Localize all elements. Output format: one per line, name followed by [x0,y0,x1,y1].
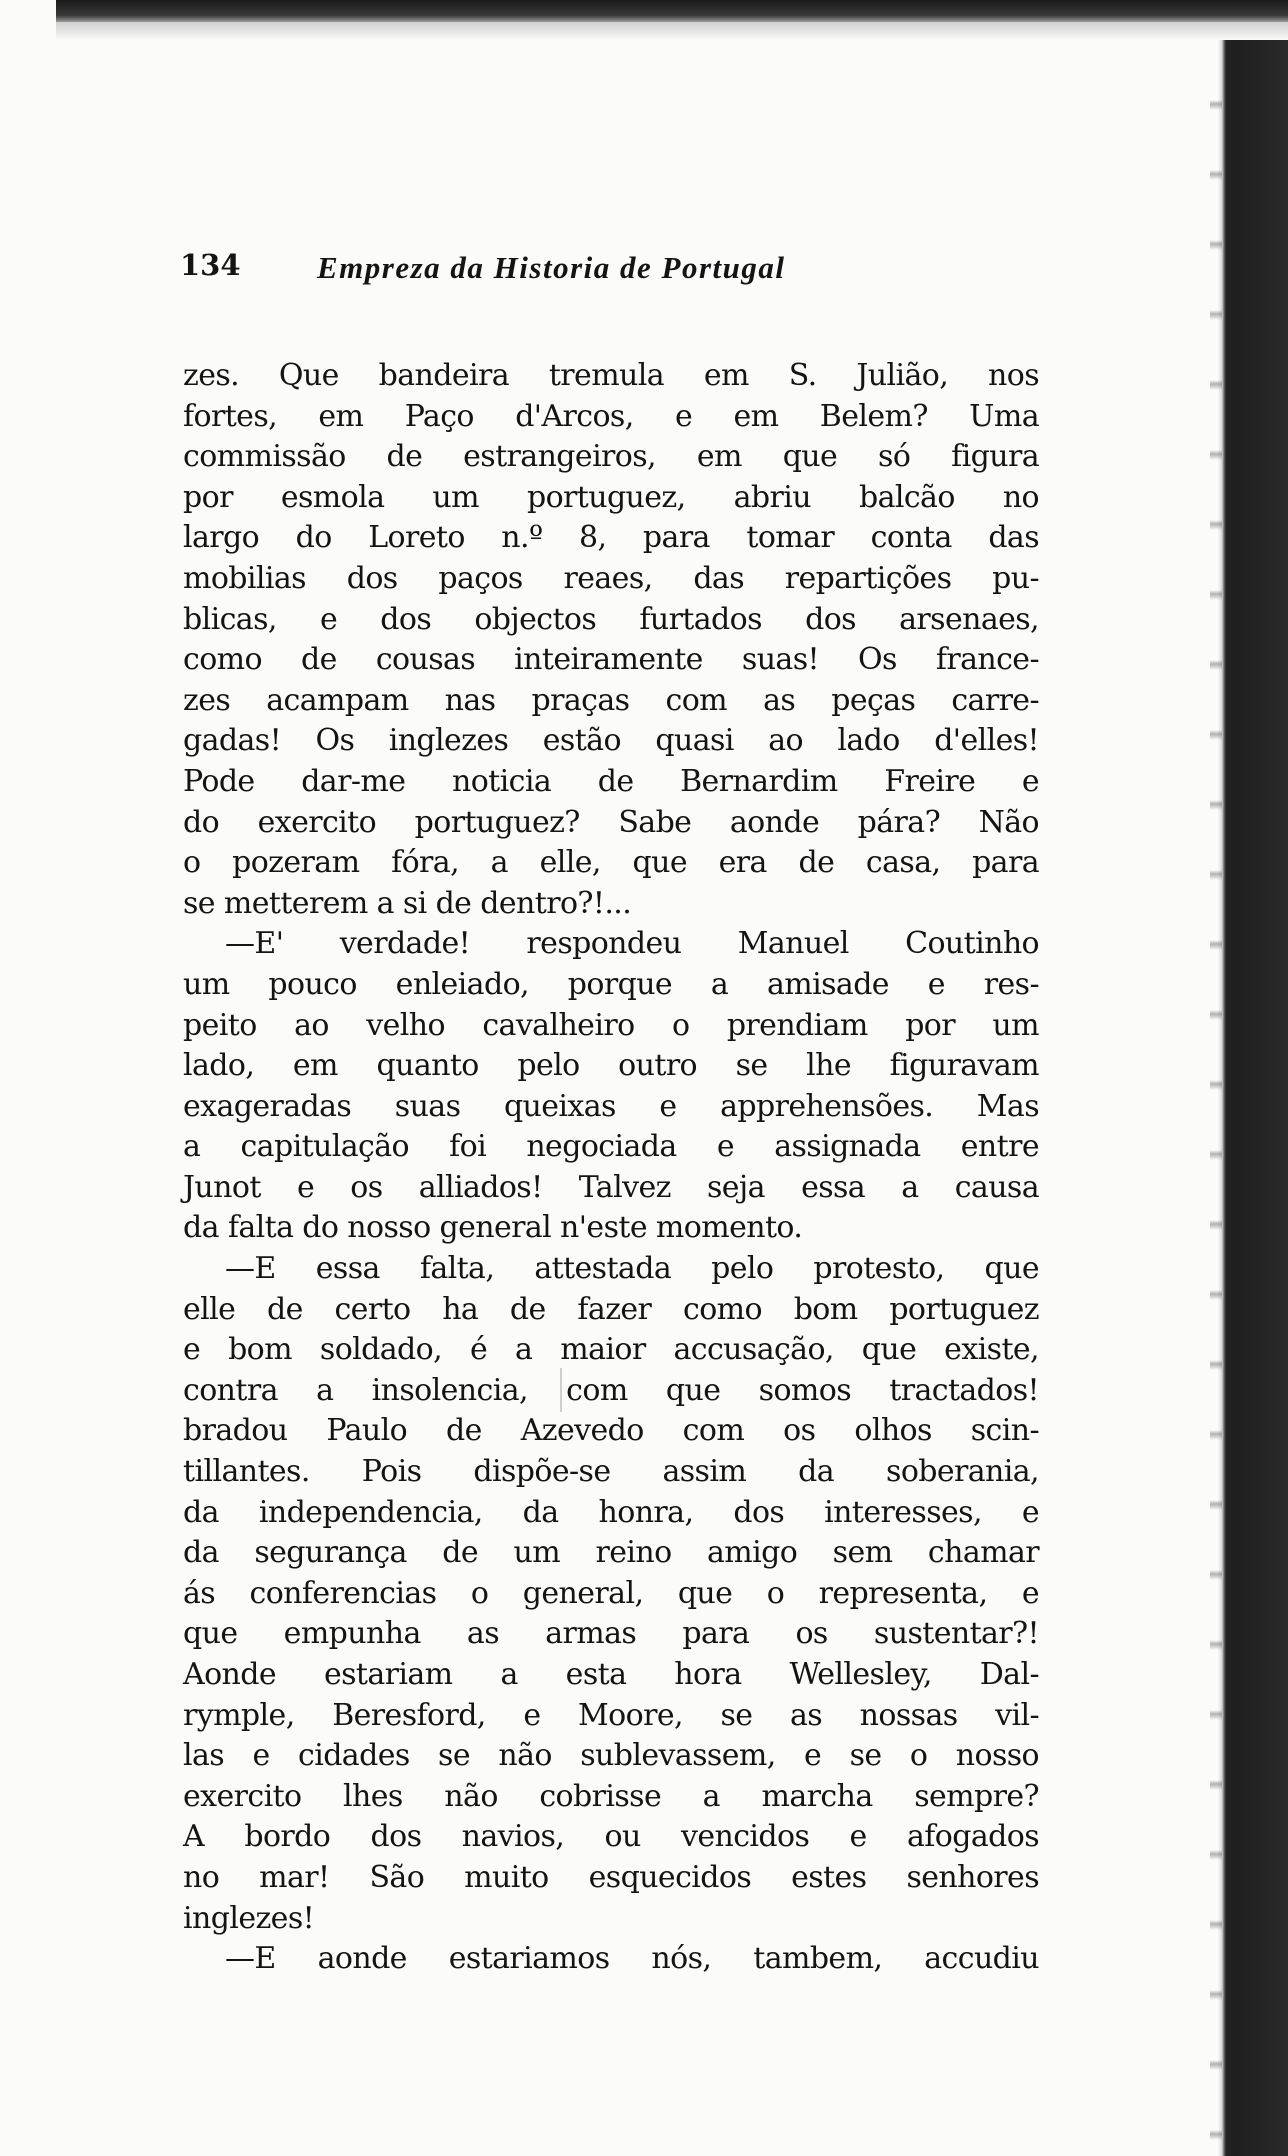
text-line: zes. Que bandeira tremula em S. Julião, nos [183,358,1039,393]
text-line: Aonde estariam a esta hora Wellesley, Dal- [183,1657,1039,1692]
text-line: A bordo dos navios, ou vencidos e afogados [183,1819,1039,1855]
page-number: 134 [180,248,241,282]
text-line: o pozeram fóra, a elle, que era de casa, para [183,845,1039,881]
text-line: peito ao velho cavalheiro o prendiam por um [183,1007,1039,1043]
text-line: ás conferencias o general, que o representa, e [183,1575,1039,1611]
text-line: tillantes. Pois dispõe-se assim da soberania, [183,1454,1039,1490]
text-line: lado, em quanto pelo outro se lhe figuravam [183,1048,1039,1084]
text-line: fortes, em Paço d'Arcos, e em Belem? Uma [183,398,1039,434]
text-line: um pouco enleiado, porque a amisade e res- [183,966,1039,1002]
text-line: do exercito portuguez? Sabe aonde pára? Não [183,804,1039,840]
body-text [183,356,1039,1980]
text-line: contra a insolencia, com que somos tractados! [183,1372,1039,1408]
text-line: exercito lhes não cobrisse a marcha sempre? [183,1778,1039,1814]
text-line: no mar! São muito esquecidos estes senhores [183,1859,1039,1895]
text-line: gadas! Os inglezes estão quasi ao lado d'elles! [183,723,1039,759]
text-line: Pode dar-me noticia de Bernardim Freire e [183,763,1039,799]
text-line: rymple, Beresford, e Moore, se as nossas vil- [183,1697,1039,1733]
binding-spine [1218,40,1288,2156]
text-line: da segurança de um reino amigo sem chamar [183,1535,1039,1571]
text-line: mobilias dos paços reaes, das repartições pu- [183,560,1039,596]
text-line: —E' verdade! respondeu Manuel Coutinho [225,926,1039,962]
text-line: exageradas suas queixas e apprehensões. Mas [183,1088,1039,1124]
text-line: —E aonde estariamos nós, tambem, accudiu [225,1941,1039,1977]
text-line: blicas, e dos objectos furtados dos arsenaes, [183,601,1039,637]
text-line: da falta do nosso general n'este momento. [183,1210,803,1246]
text-line: largo do Loreto n.º 8, para tomar conta das [183,520,1039,556]
text-line: inglezes! [183,1900,315,1936]
top-border-fade [56,22,1288,40]
running-head [180,248,980,288]
text-line: zes acampam nas praças com as peças carre- [183,682,1039,718]
text-line: se metterem a si de dentro?!... [183,885,632,921]
text-line: commissão de estrangeiros, em que só figura [183,439,1039,475]
text-line: —E essa falta, attestada pelo protesto, que [225,1251,1039,1287]
text-line: e bom soldado, é a maior accusação, que existe, [183,1332,1039,1368]
text-line: a capitulação foi negociada e assignada entre [183,1129,1039,1165]
text-line: que empunha as armas para os sustentar?! [183,1616,1039,1652]
text-line: las e cidades se não sublevassem, e se o nosso [183,1738,1039,1774]
text-line: bradou Paulo de Azevedo com os olhos scin- [183,1413,1039,1449]
text-line: Junot e os alliados! Talvez seja essa a causa [183,1169,1039,1205]
text-line: da independencia, da honra, dos interesses, e [183,1494,1039,1530]
text-line: como de cousas inteiramente suas! Os france- [183,642,1039,678]
text-line: por esmola um portuguez, abriu balcão no [183,479,1039,515]
text-line: elle de certo ha de fazer como bom portuguez [183,1291,1039,1327]
running-title: Empreza da Historia de Portugal [317,250,786,285]
top-border-shadow [56,0,1288,22]
binding-edge [1210,40,1222,2156]
